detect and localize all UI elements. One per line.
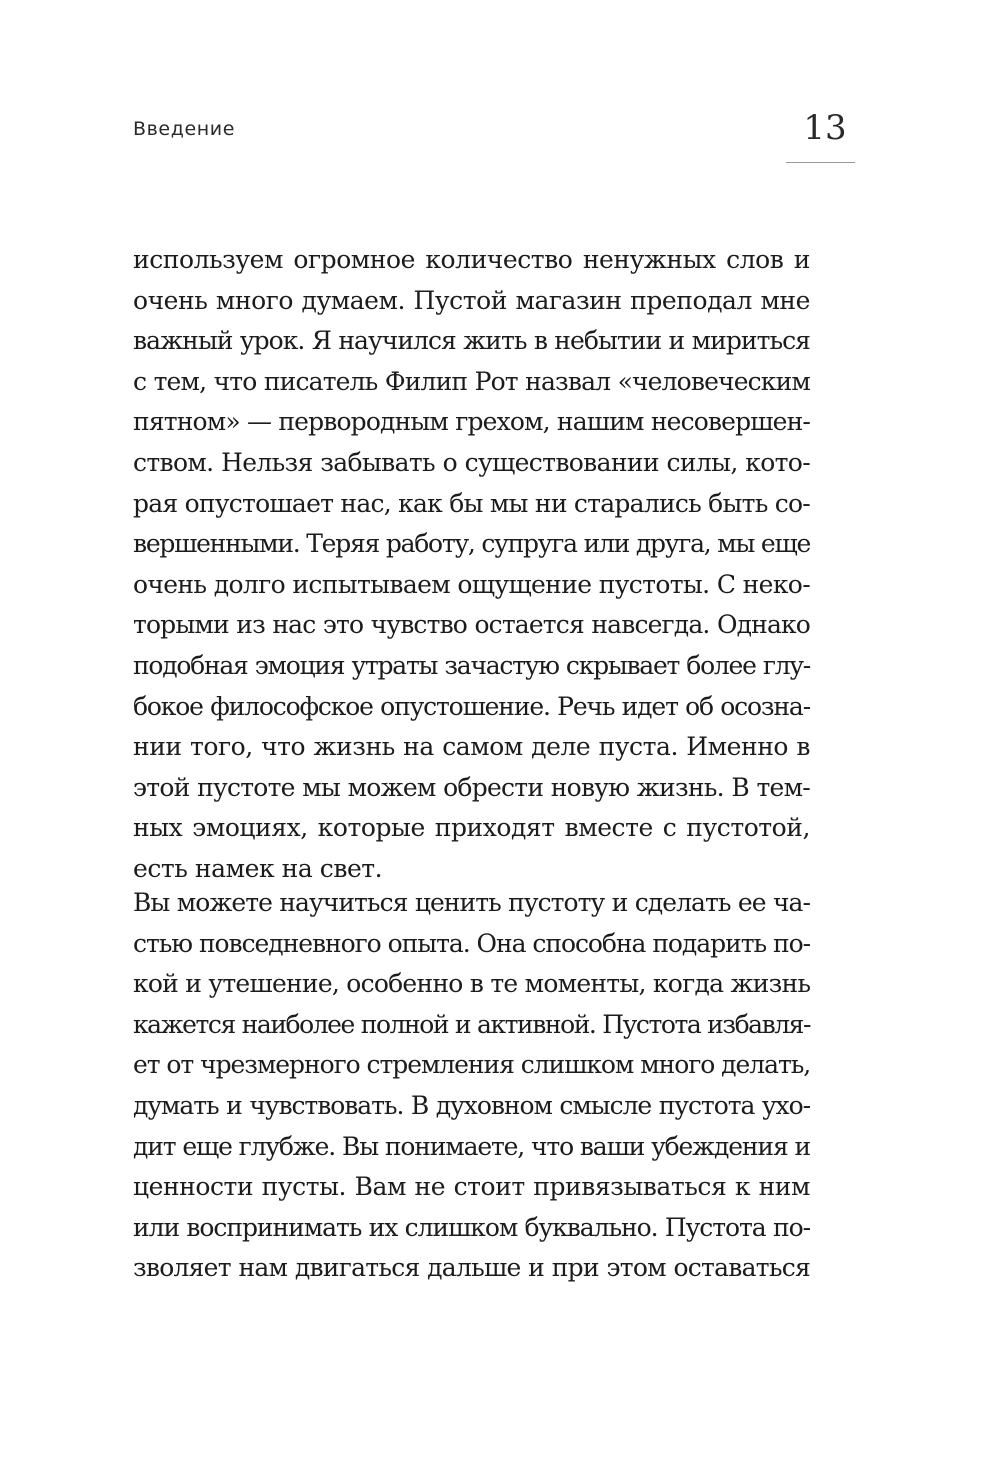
- text-line: торыми из нас это чувство остается навсегда. Однако: [133, 610, 810, 640]
- text-line: думать и чувствовать. В духовном смысле пустота ухо-: [133, 1090, 810, 1120]
- running-head: Введение: [133, 118, 236, 140]
- text-line: кажется наиболее полной и активной. Пустота избавля-: [133, 1009, 810, 1039]
- text-line: есть намек на свет.: [133, 853, 383, 883]
- text-line: ством. Нельзя забывать о существовании силы, кото-: [133, 447, 810, 477]
- paragraph-2: [133, 883, 810, 1289]
- paragraph-1: [133, 240, 810, 890]
- text-line: Вы можете научиться ценить пустоту и сделать ее ча-: [133, 888, 810, 917]
- text-line: зволяет нам двигаться дальше и при этом оставаться: [133, 1253, 810, 1283]
- text-line: с тем, что писатель Филип Рот назвал «человеческим: [133, 366, 810, 396]
- text-line: нии того, что жизнь на самом деле пуста. Именно в: [133, 732, 810, 762]
- text-line: этой пустоте мы можем обрести новую жизнь. В тем-: [133, 772, 810, 802]
- text-line: ных эмоциях, которые приходят вместе с пустотой,: [133, 813, 810, 843]
- text-line: используем огромное количество ненужных слов и: [133, 245, 810, 274]
- text-line: рая опустошает нас, как бы мы ни старались быть со-: [133, 488, 811, 518]
- page-number: 13: [803, 108, 847, 148]
- text-line: вершенными. Теряя работу, супруга или друга, мы еще: [133, 529, 810, 559]
- text-line: бокое философское опустошение. Речь идет об осозна-: [133, 691, 810, 721]
- text-line: очень много думаем. Пустой магазин преподал мне: [133, 285, 810, 315]
- text-line: кой и утешение, особенно в те моменты, когда жизнь: [133, 969, 811, 999]
- text-line: важный урок. Я научился жить в небытии и мириться: [133, 326, 810, 356]
- text-line: или воспринимать их слишком буквально. Пустота по-: [133, 1212, 810, 1242]
- page-number-rule: [786, 162, 855, 163]
- text-line: ет от чрезмерного стремления слишком много делать,: [133, 1050, 811, 1080]
- text-line: ценности пусты. Вам не стоит привязываться к ним: [133, 1172, 810, 1202]
- text-line: стью повседневного опыта. Она способна подарить по-: [133, 928, 810, 958]
- text-line: очень долго испытываем ощущение пустоты. С неко-: [133, 569, 810, 599]
- text-line: дит еще глубже. Вы понимаете, что ваши убеждения и: [133, 1131, 810, 1161]
- text-line: подобная эмоция утраты зачастую скрывает более глу-: [133, 650, 810, 680]
- text-line: пятном» — первородным грехом, нашим несовершен-: [133, 407, 810, 437]
